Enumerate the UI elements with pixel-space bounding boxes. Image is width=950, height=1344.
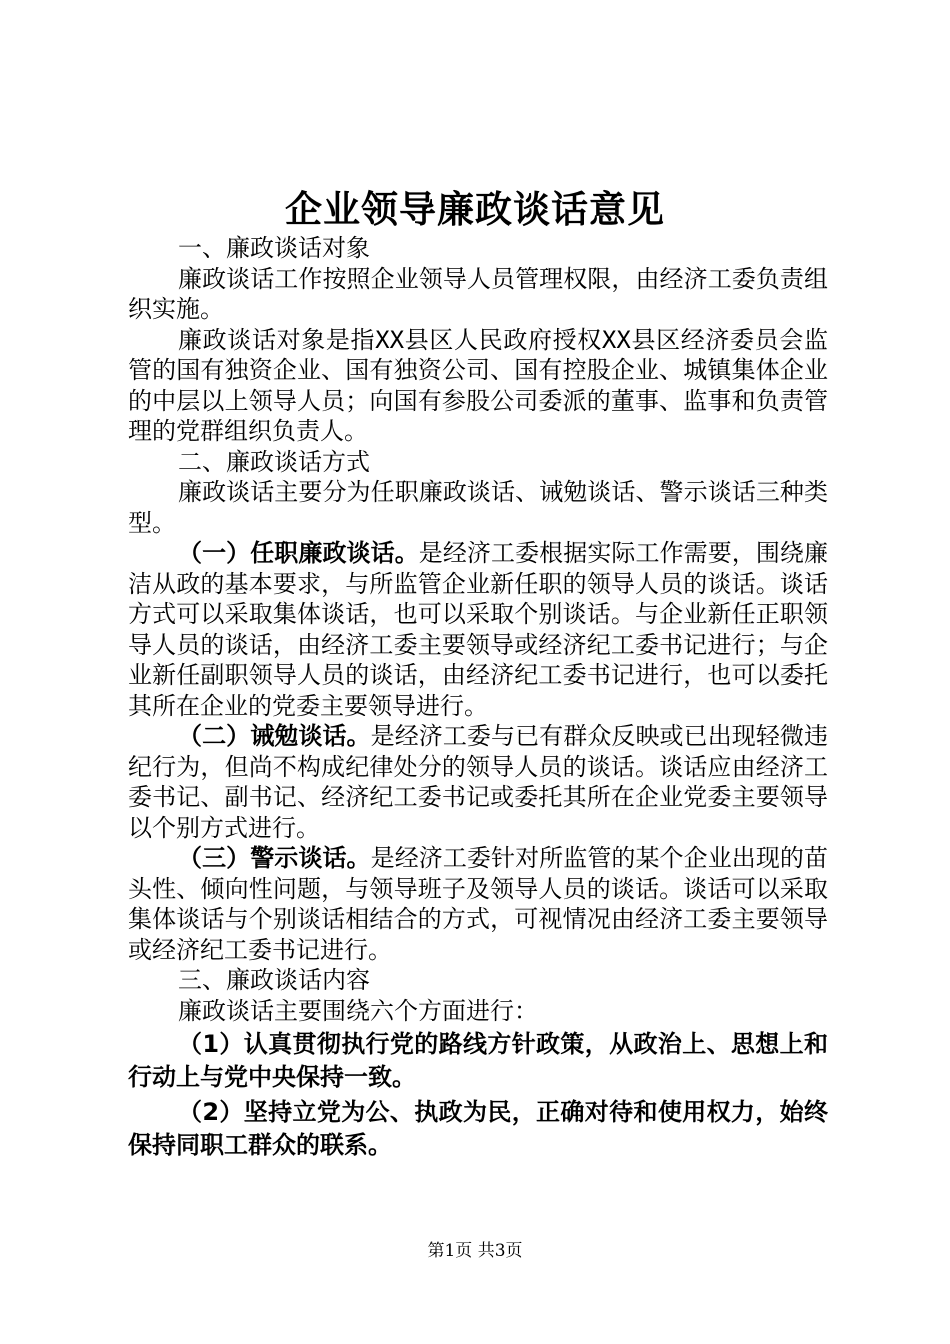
item-lead: （二）诫勉谈话。 bbox=[178, 722, 371, 750]
item-lead: （三）警示谈话。 bbox=[178, 844, 371, 872]
item-text: 是经济工委根据实际工作需要，围绕廉洁从政的基本要求，与所监管企业新任职的领导人员的谈话。谈话方式可以采取集体谈话，也可以采取个别谈话。与企业新任正职领导人员的谈话，由经济工委主要领导或经济纪工委书记进行；与企业新任副职领导人员的谈话，由经济纪工委书记进行，也可以委托其所在企业的党委主要领导进行。 bbox=[128, 539, 829, 720]
paragraph: 廉政谈话工作按照企业领导人员管理权限，由经济工委负责组织实施。 bbox=[128, 264, 828, 323]
section-heading: 三、廉政谈话内容 bbox=[178, 966, 370, 994]
page-number-footer: 第1页 共3页 bbox=[427, 1241, 523, 1261]
document-title: 企业领导廉政谈话意见 bbox=[285, 187, 665, 231]
list-item bbox=[128, 843, 828, 965]
list-item bbox=[128, 538, 828, 721]
paragraph: 廉政谈话主要围绕六个方面进行： bbox=[178, 996, 538, 1025]
item-lead: （一）任职廉政谈话。 bbox=[178, 539, 419, 567]
paragraph: 廉政谈话对象是指XX县区人民政府授权XX县区经济委员会监管的国有独资企业、国有独资公司、国有控股企业、城镇集体企业的中层以上领导人员；向国有参股公司委派的董事、监事和负责管理的党群组织负责人。 bbox=[128, 325, 828, 445]
section-heading: 一、廉政谈话对象 bbox=[178, 234, 370, 262]
list-item bbox=[128, 721, 828, 843]
section-heading: 二、廉政谈话方式 bbox=[178, 447, 370, 476]
item-text: 是经济工委针对所监管的某个企业出现的苗头性、倾向性问题，与领导班子及领导人员的谈话。谈话可以采取集体谈话与个别谈话相结合的方式，可视情况由经济工委主要领导或经济纪工委书记进行。 bbox=[128, 844, 829, 964]
content-point: （2）坚持立党为公、执政为民，正确对待和使用权力，始终保持同职工群众的联系。 bbox=[128, 1098, 828, 1159]
paragraph: 廉政谈话主要分为任职廉政谈话、诫勉谈话、警示谈话三种类型。 bbox=[128, 478, 828, 537]
document-body bbox=[128, 233, 828, 1162]
content-point: （1）认真贯彻执行党的路线方针政策，从政治上、思想上和行动上与党中央保持一致。 bbox=[128, 1030, 828, 1091]
item-text: 是经济工委与已有群众反映或已出现轻微违纪行为，但尚不构成纪律处分的领导人员的谈话。谈话应由经济工委书记、副书记、经济纪工委书记或委托其所在企业党委主要领导以个别方式进行。 bbox=[128, 722, 829, 842]
